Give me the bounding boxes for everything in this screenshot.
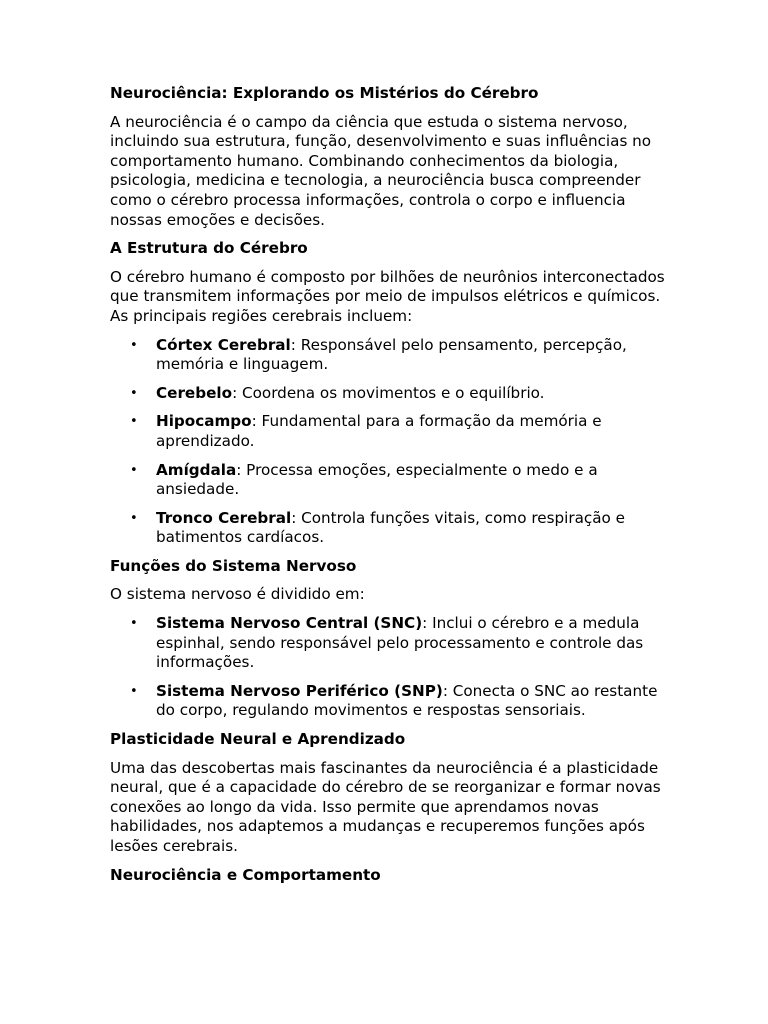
list-item-term: Tronco Cerebral [156,508,292,527]
section-heading-comportamento: Neurociência e Comportamento [110,865,381,884]
list-item [110,412,670,451]
list-item-desc: : Responsável pelo pensamento, percepção, memória e linguagem. [156,335,627,374]
list-item-desc: : Processa emoções, especialmente o medo e a ansiedade. [156,460,598,499]
list-item-desc: : Inclui o cérebro e a medula espinhal, sendo responsável pelo processamento e controle das informações. [156,614,644,672]
list-item [110,384,670,404]
list-item-term: Sistema Nervoso Periférico (SNP) [156,681,443,700]
list-item-term: Hipocampo [156,412,252,431]
section-heading-funcoes: Funções do Sistema Nervoso [110,556,357,575]
list-item [110,509,670,548]
list-item-term: Sistema Nervoso Central (SNC) [156,614,423,633]
list-item-desc: : Coordena os movimentos e o equilíbrio. [232,383,545,402]
list-item [110,461,670,500]
nervous-system-list [110,614,670,721]
document-body [110,84,670,894]
section-paragraph-plasticidade: Uma das descobertas mais fascinantes da neurociência é a plasticidade neural, que é a capacidade do cérebro de se reorganizar e formar novas conexões ao longo da vida. Isso permite que aprendamos novas habilidades, nos adaptemos a mudanças e recuperemos funções após lesões cerebrais. [110,758,661,855]
list-item [110,614,670,673]
brain-regions-list [110,336,670,548]
intro-paragraph: A neurociência é o campo da ciência que estuda o sistema nervoso, incluindo sua estrutura, função, desenvolvimento e suas influências no comportamento humano. Combinando conhecimentos da biologia, psicologia, medicina e tecnologia, a neurociência busca compreender como o cérebro processa informações, controla o corpo e influencia nossas emoções e decisões. [110,112,652,229]
document-title: Neurociência: Explorando os Mistérios do Cérebro [110,84,539,102]
list-item-term: Córtex Cerebral [156,335,291,354]
list-item-term: Amígdala [156,460,237,479]
list-item-desc: : Conecta o SNC ao restante do corpo, regulando movimentos e respostas sensoriais. [156,681,658,720]
section-paragraph-estrutura: O cérebro humano é composto por bilhões de neurônios interconectados que transmitem informações por meio de impulsos elétricos e químicos. As principais regiões cerebrais incluem: [110,267,665,325]
section-heading-plasticidade: Plasticidade Neural e Aprendizado [110,730,406,749]
list-item-desc: : Controla funções vitais, como respiração e batimentos cardíacos. [156,508,626,547]
list-item-term: Cerebelo [156,383,233,402]
section-paragraph-funcoes: O sistema nervoso é dividido em: [110,585,365,604]
list-item [110,682,670,721]
list-item [110,336,670,375]
list-item-desc: : Fundamental para a formação da memória e aprendizado. [156,412,602,450]
section-heading-estrutura: A Estrutura do Cérebro [110,239,308,258]
